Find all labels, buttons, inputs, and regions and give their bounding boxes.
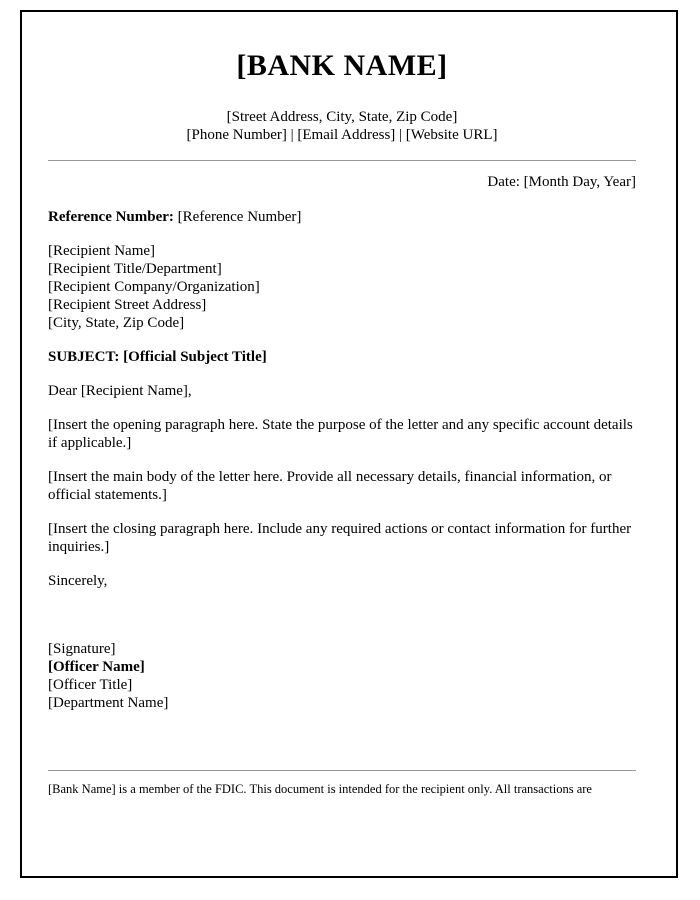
reference-label: Reference Number:: [48, 209, 174, 225]
letter-page: [20, 10, 678, 878]
date-line: Date: [Month Day, Year]: [487, 174, 636, 190]
bank-name-title: [BANK NAME]: [236, 49, 448, 82]
signature-placeholder: [Signature]: [48, 641, 116, 657]
body-paragraph: [Insert the main body of the letter here. Provide all necessary details, financial information, or official statements.]: [48, 469, 612, 503]
officer-title: [Officer Title]: [48, 677, 133, 693]
reference-line: [48, 208, 636, 226]
header-divider: [48, 160, 636, 161]
recipient-name: [Recipient Name]: [48, 243, 156, 259]
salutation: Dear [Recipient Name],: [48, 383, 192, 399]
closing-paragraph: [Insert the closing paragraph here. Include any required actions or contact information for further inquiries.]: [48, 521, 632, 555]
officer-name: [Officer Name]: [48, 659, 145, 675]
opening-paragraph: [Insert the opening paragraph here. State the purpose of the letter and any specific account details if applicable.]: [48, 417, 633, 451]
reference-value: [Reference Number]: [177, 209, 302, 225]
footer-disclaimer: [Bank Name] is a member of the FDIC. This document is intended for the recipient only. All transactions are: [48, 782, 592, 796]
department-name: [Department Name]: [48, 695, 169, 711]
bank-contact-line: [Phone Number] | [Email Address] | [Website URL]: [186, 127, 498, 143]
footer-divider: [48, 770, 636, 771]
recipient-city-state-zip: [City, State, Zip Code]: [48, 315, 185, 331]
subject-line: SUBJECT: [Official Subject Title]: [48, 349, 267, 365]
recipient-block: [48, 242, 636, 332]
signature-block: [48, 640, 636, 712]
bank-address-line: [Street Address, City, State, Zip Code]: [226, 109, 458, 125]
recipient-title: [Recipient Title/Department]: [48, 261, 222, 277]
recipient-company: [Recipient Company/Organization]: [48, 279, 260, 295]
closing-salutation: Sincerely,: [48, 573, 108, 589]
recipient-street: [Recipient Street Address]: [48, 297, 207, 313]
